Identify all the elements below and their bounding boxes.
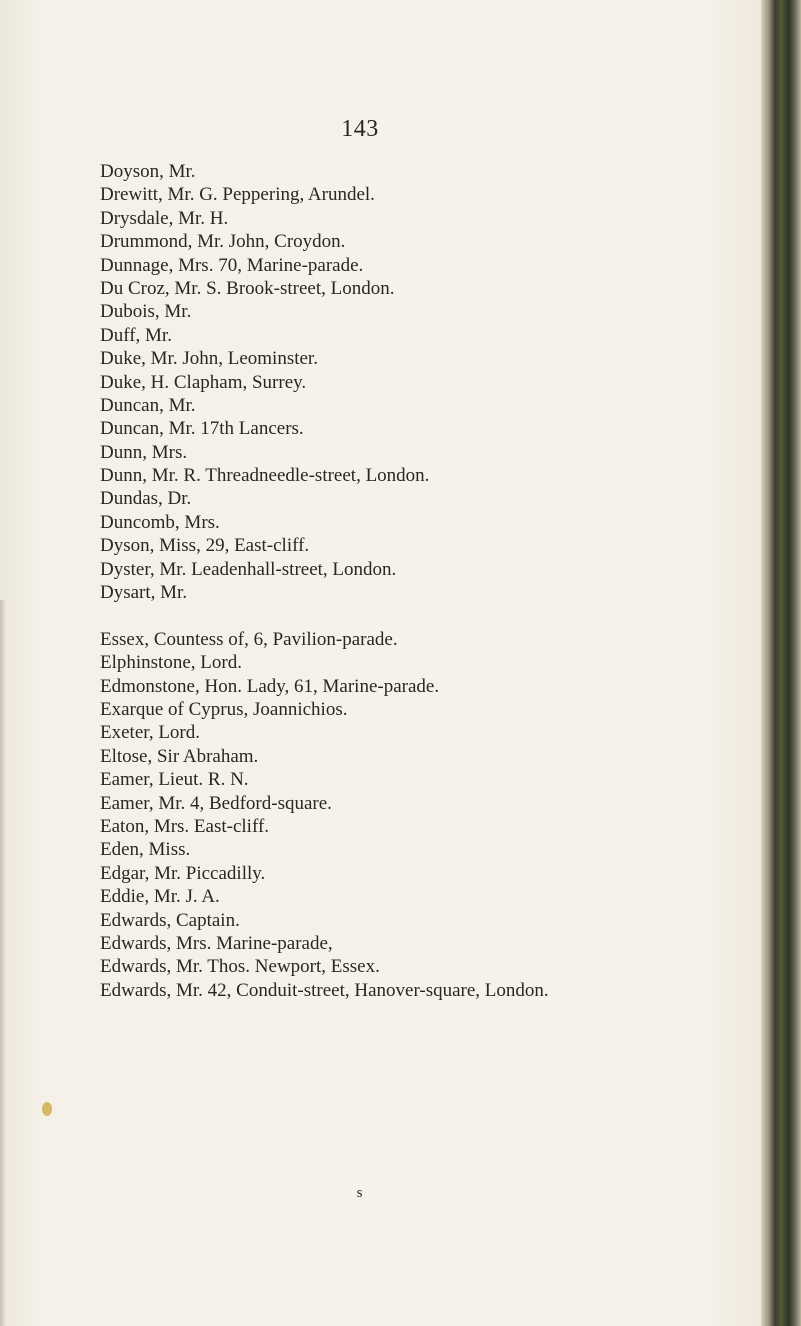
list-item: Dunnage, Mrs. 70, Marine-parade. [100,254,364,276]
list-item: Dyson, Miss, 29, East-cliff. [100,535,310,557]
list-item: Eden, Miss. [100,839,191,861]
list-item: Du Croz, Mr. S. Brook-street, London. [100,277,395,299]
list-item: Duff, Mr. [100,324,172,346]
list-item: Eltose, Sir Abraham. [100,745,259,767]
list-item: Drummond, Mr. John, Croydon. [100,231,346,253]
list-item: Duncomb, Mrs. [100,511,220,533]
ink-stain [42,1102,52,1116]
list-item: Edgar, Mr. Piccadilly. [100,862,266,884]
page-edge-shadow [0,600,6,1326]
list-item: Duncan, Mr. 17th Lancers. [100,418,304,440]
list-item: Dyster, Mr. Leadenhall-street, London. [100,558,397,580]
list-item: Edwards, Captain. [100,909,240,931]
list-item: Edwards, Mr. 42, Conduit-street, Hanover-square, London. [100,979,549,1001]
list-item: Dunn, Mrs. [100,441,188,463]
list-item: Drysdale, Mr. H. [100,207,229,229]
list-item: Edmonstone, Hon. Lady, 61, Marine-parade. [100,675,440,697]
list-item: Duke, Mr. John, Leominster. [100,348,318,370]
list-item: Exeter, Lord. [100,722,201,744]
list-item: Eaton, Mrs. East-cliff. [100,815,270,837]
name-list [100,160,780,1002]
list-item: Edwards, Mrs. Marine-parade, [100,932,333,954]
list-item: Exarque of Cyprus, Joannichios. [100,698,348,720]
list-item: Essex, Countess of, 6, Pavilion-parade. [100,628,398,650]
signature-mark: s [356,1185,364,1201]
list-item: Dundas, Dr. [100,488,192,510]
list-item: Elphinstone, Lord. [100,652,242,674]
page-number: 143 [341,116,379,142]
list-item: Dunn, Mr. R. Threadneedle-street, London. [100,465,430,487]
list-item: Duncan, Mr. [100,394,196,416]
list-item: Dysart, Mr. [100,582,188,604]
list-item: Duke, H. Clapham, Surrey. [100,371,307,393]
list-item: Dubois, Mr. [100,301,192,323]
list-item: Eddie, Mr. J. A. [100,886,220,908]
list-item: Eamer, Mr. 4, Bedford-square. [100,792,332,814]
list-item: Eamer, Lieut. R. N. [100,769,249,791]
list-item: Doyson, Mr. [100,161,196,182]
list-item: Drewitt, Mr. G. Peppering, Arundel. [100,184,375,206]
list-item: Edwards, Mr. Thos. Newport, Essex. [100,956,380,978]
